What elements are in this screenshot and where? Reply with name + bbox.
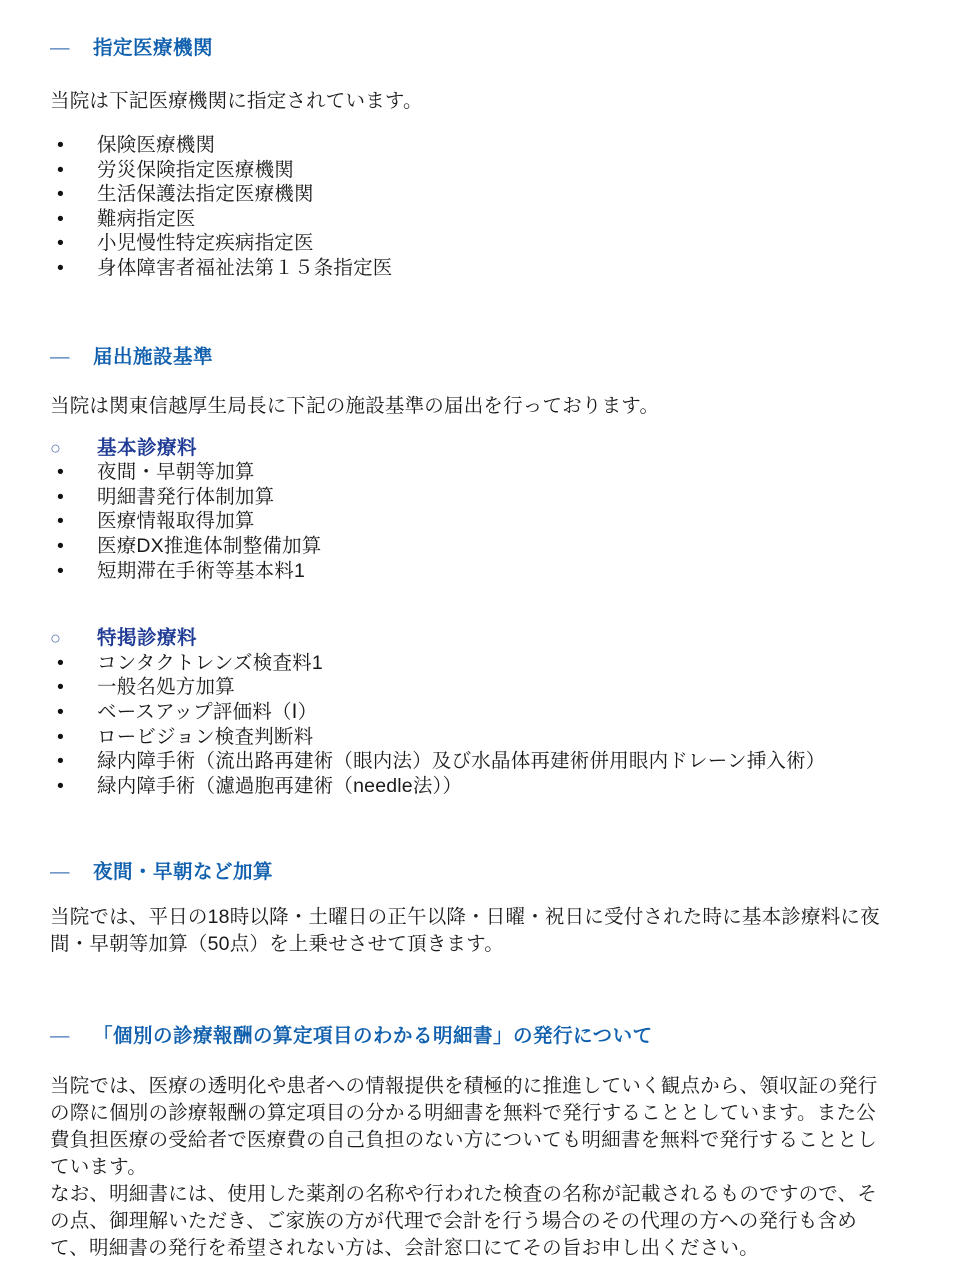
list-item: • 緑内障手術（流出路再建術（眼内法）及び水晶体再建術併用眼内ドレーン挿入術） [50, 749, 885, 774]
list-item: • 保険医療機関 [50, 133, 885, 158]
list-item: • 難病指定医 [50, 207, 885, 232]
list-item: • 明細書発行体制加算 [50, 485, 885, 510]
subsection-basic-medical-fees [50, 436, 885, 584]
section-title: 「個別の診療報酬の算定項目のわかる明細書」の発行について [93, 1025, 653, 1048]
list-item: • ベースアップ評価料（Ⅰ） [50, 700, 885, 725]
section-intro: 当院は下記医療機関に指定されています。 [50, 90, 423, 112]
list-item: • 緑内障手術（濾過胞再建術（needle法）） [50, 774, 885, 799]
section-heading [50, 345, 885, 369]
designation-list [50, 133, 885, 281]
list-item: • 夜間・早朝等加算 [50, 460, 885, 485]
section-title: 夜間・早朝など加算 [93, 861, 274, 884]
section-itemized-receipt-issuance [50, 1024, 885, 1262]
section-heading [50, 860, 885, 884]
dash-marker: ― [50, 37, 70, 59]
subsection-title: 特掲診療料 [97, 627, 198, 650]
list-item: • コンタクトレンズ検査料1 [50, 651, 885, 676]
list-item: • 医療DX推進体制整備加算 [50, 534, 885, 559]
basic-fees-list [50, 460, 885, 583]
section-evening-early-morning-surcharge [50, 860, 885, 958]
section-title: 届出施設基準 [93, 345, 214, 368]
list-item: • 短期滞在手術等基本料1 [50, 559, 885, 584]
dash-marker: ― [50, 861, 70, 884]
paragraph: 当院では、平日の18時以降・土曜日の正午以降・日曜・祝日に受付された時に基本診療料に夜間・早朝等加算（50点）を上乗せさせて頂きます。 [50, 906, 880, 956]
dash-marker: ― [50, 1025, 70, 1048]
subsection-heading [50, 626, 885, 651]
subsection-heading [50, 436, 885, 461]
paragraph: なお、明細書には、使用した薬剤の名称や行われた検査の名称が記載されるものですので、その点、御理解いただき、ご家族の方が代理で会計を行う場合のその代理の方への発行も含めて、明細書の発行を希望されない方は、会計窓口にてその旨お申し出ください。 [50, 1183, 878, 1260]
special-fees-list [50, 651, 885, 799]
list-item: • 生活保護法指定医療機関 [50, 182, 885, 207]
list-item: • 身体障害者福祉法第１５条指定医 [50, 256, 885, 281]
paragraph: 当院では、医療の透明化や患者への情報提供を積極的に推進していく観点から、領収証の発行の際に個別の診療報酬の算定項目の分かる明細書を無料で発行することとしています。また公費負担医療の受給者で医療費の自己負担のない方についても明細書を無料で発行することとしています。 [50, 1075, 878, 1179]
circle-marker: ○ [50, 628, 62, 649]
list-item: • 労災保険指定医療機関 [50, 158, 885, 183]
section-facility-standards [50, 345, 885, 799]
subsection-special-medical-fees [50, 626, 885, 798]
subsection-title: 基本診療料 [97, 436, 198, 459]
list-item: • 医療情報取得加算 [50, 509, 885, 534]
list-item: • ロービジョン検査判断料 [50, 725, 885, 750]
section-heading [50, 36, 885, 60]
dash-marker: ― [50, 345, 70, 368]
list-item: • 小児慢性特定疾病指定医 [50, 231, 885, 256]
circle-marker: ○ [50, 437, 62, 458]
section-heading [50, 1024, 885, 1048]
section-title: 指定医療機関 [93, 37, 214, 59]
section-designated-institutions [50, 36, 885, 281]
list-item: • 一般名処方加算 [50, 675, 885, 700]
section-intro: 当院は関東信越厚生局長に下記の施設基準の届出を行っております。 [50, 394, 660, 417]
